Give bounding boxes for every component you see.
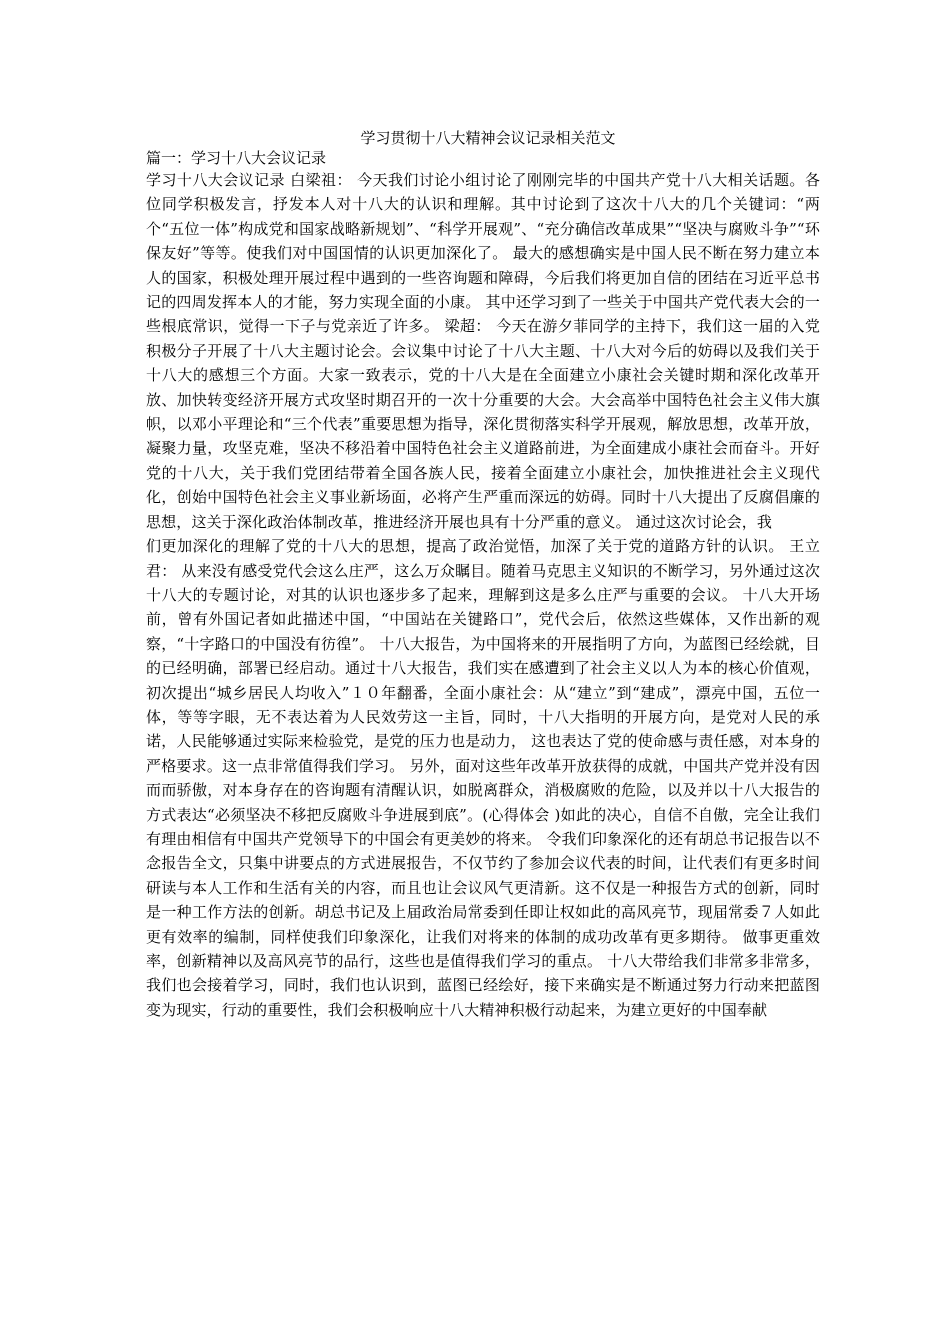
paragraph-1: 学习十八大会议记录 白梁祖： 今天我们讨论小组讨论了刚刚完毕的中国共产党十八大相关话题。各位同学积极发言，抒发本人对十八大的认识和理解。其中讨论到了这次十八大的几个关键词：“两个“五位一体”构成党和国家战略新规划”、“科学开展观”、“充分确信改革成果”“坚决与腐败斗争”“环保友好”等等。使我们对中国国情的认识更加深化了。 最大的感想确实是中国人民不断在努力建立本人的国家，积极处理开展过程中遇到的一些咨询题和障碍，今后我们将更加自信的团结在习近平总书记的四周发挥本人的才能，努力实现全面的小康。 其中还学习到了一些关于中国共产党代表大会的一些根底常识，觉得一下子与党亲近了许多。 梁超： 今天在游夕菲同学的主持下，我们这一届的入党积极分子开展了十八大主题讨论会。会议集中讨论了十八大主题、十八大对今后的妨碍以及我们关于十八大的感想三个方面。大家一致表示，党的十八大是在全面建立小康社会关键时期和深化改革开放、加快转变经济开展方式攻坚时期召开的一次十分重要的大会。大会高举中国特色社会主义伟大旗帜，以邓小平理论和“三个代表”重要思想为指导，深化贯彻落实科学开展观，解放思想，改革开放，凝聚力量，攻坚克难，坚决不移沿着中国特色社会主义道路前进，为全面建成小康社会而奋斗。开好党的十八大，关于我们党团结带着全国各族人民，接着全面建立小康社会，加快推进社会主义现代化，创始中国特色社会主义事业新场面，必将产生严重而深远的妨碍。同时十八大提出了反腐倡廉的思想，这关于深化政治体制改革，推进经济开展也具有十分严重的意义。 通过这次讨论会，我	[146, 171, 820, 531]
document-body	[146, 168, 820, 1022]
document-title: 学习贯彻十八大精神会议记录相关范文	[360, 129, 616, 147]
paragraph-2: 们更加深化的理解了党的十八大的思想，提高了政治觉悟，加深了关于党的道路方针的认识。 王立君： 从来没有感受党代会这么庄严，这么万众瞩目。随着马克思主义知识的不断学习，另外通过这次十八大的专题讨论，对其的认识也逐步多了起来，理解到这是多么庄严与重要的会议。 十八大开场前，曾有外国记者如此描述中国，“中国站在关键路口”，党代会后，依然这些媒体，又作出新的观察，“十字路口的中国没有彷徨”。 十八大报告，为中国将来的开展指明了方向，为蓝图已经绘就，目的已经明确，部署已经启动。通过十八大报告，我们实在感遭到了社会主义以人为本的核心价值观，初次提出“城乡居民人均收入”１０年翻番，全面小康社会：从“建立”到“建成”，漂亮中国，五位一体，等等字眼，无不表达着为人民效劳这一主旨，同时，十八大指明的开展方向，是党对人民的承诺，人民能够通过实际来检验党，是党的压力也是动力， 这也表达了党的使命感与责任感，对本身的严格要求。这一点非常值得我们学习。 另外，面对这些年改革开放获得的成就，中国共产党并没有因而而骄傲，对本身存在的咨询题有清醒认识，如脱离群众，消极腐败的危险，以及并以十八大报告的方式表达“必须坚决不移把反腐败斗争进展到底”。(心得体会 )如此的决心，自信不自傲，完全让我们有理由相信有中国共产党领导下的中国会有更美妙的将来。 令我们印象深化的还有胡总书记报告以不念报告全文，只集中讲要点的方式进展报告，不仅节约了参加会议代表的时间，让代表们有更多时间研读与本人工作和生活有关的内容，而且也让会议风气更清新。这不仅是一种报告方式的创新，同时是一种工作方法的创新。胡总书记及上届政治局常委到任即让权如此的高风亮节，现届常委７人如此更有效率的编制，同样使我们印象深化，让我们对将来的体制的成功改革有更多期待。 做事更重效率，创新精神以及高风亮节的品行，这些也是值得我们学习的重点。 十八大带给我们非常多非常多，我们也会接着学习，同时，我们也认识到，蓝图已经绘好，接下来确实是不断通过努力行动来把蓝图变为现实，行动的重要性，我们会积极响应十八大精神积极行动起来，为建立更好的中国奉献	[146, 537, 820, 1019]
section-heading: 篇一：学习十八大会议记录	[146, 149, 327, 167]
document-page	[146, 128, 820, 1022]
